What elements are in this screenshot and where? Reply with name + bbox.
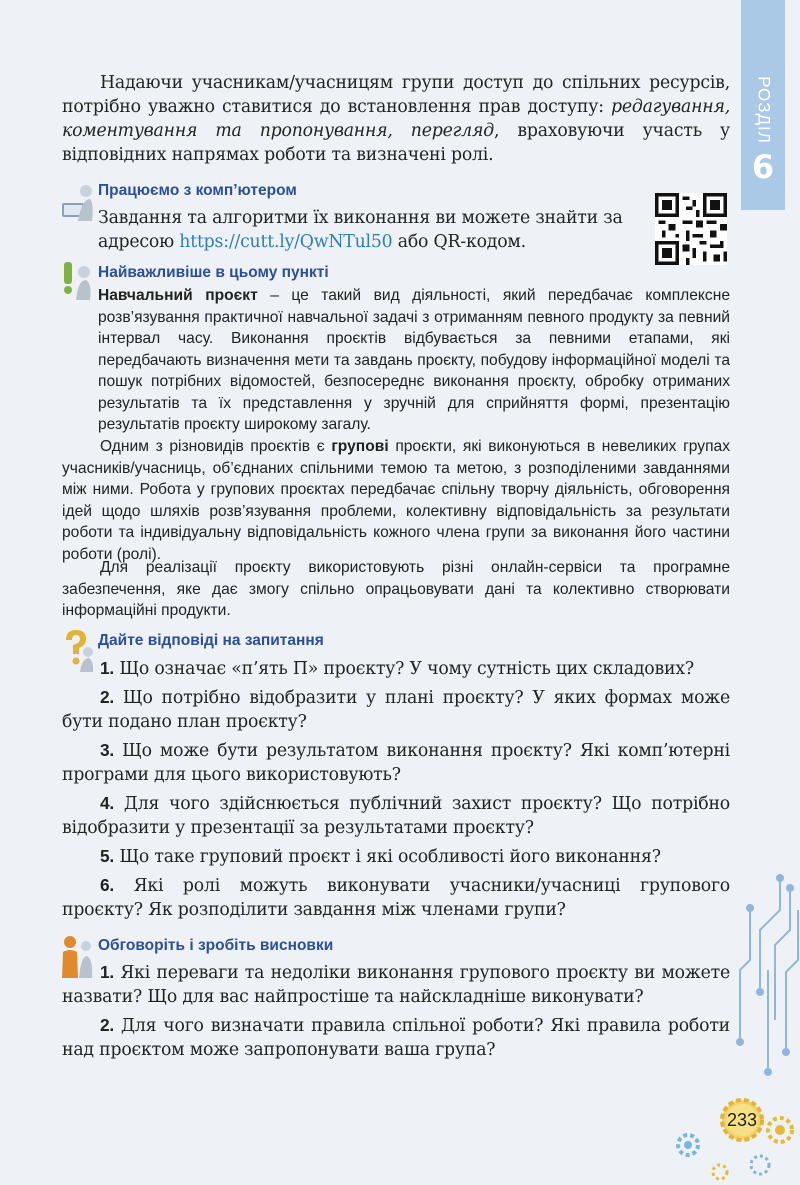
computer-user-icon [60,181,96,223]
summary-heading: Найважливіше в цьому пункті [98,264,329,281]
discuss-heading: Обговоріть і зробіть висновки [98,937,334,954]
question-item: 4. Для чого здійснюється публічний захист проєкту? Що потрібно відобразити у презентації за результатами проєкту? [62,793,730,838]
question-item: 1. Що означає «п’ять П» проєкту? У чому сутність цих складових? [100,658,694,679]
qr-code[interactable] [655,193,727,265]
discuss-item: 2. Для чого визначати правила спільної роботи? Які правила роботи над проєктом може запропонувати ваша група? [62,1015,731,1060]
question-item: 2. Що потрібно відобразити у плані проєкту? У яких формах може бути подано план проєкту? [62,687,730,732]
questions-list [62,656,730,922]
summary-paragraph-1: Навчальний проєкт – це такий вид діяльності, який передбачає комплексне розв’язування практичної навчальної задачі з отриманням певного продукту за певний інтервал часу. Виконання проєктів відбувається за певними етапами, які передбачають визначення мети та завдань проєкту, побудову інформаційної моделі та пошук потрібних відомостей, безпосереднє виконання проєкту, обробку отриманих результатів та їх представлення у зручній для сприйняття формі, презентацію результатів проєкту широкому загалу. [98,287,731,433]
summary-paragraph-3: Для реалізації проєкту використовують різні онлайн-сервіси та програмне забезпечення, яке дає змогу спільно опрацьовувати дані та колективно створювати інформаційні продукти. [62,559,730,619]
page-number: 233 [726,1110,758,1130]
summary-paragraph-2: Одним з різновидів проєктів є групові проєкти, які виконуються в невеликих групах учасників/учасниць, об’єднаних спільними темою та метою, з розподіленими завданнями між ними. Робота у групових проєктах передбачає спільну творчу діяльність, обговорення ідей щодо шляхів розв’язування проблеми, колективну відповідальність за результати роботи та індивідуальну відповідальність кожного члена групи за виконання його частини роботи (ролі). [62,438,730,563]
circuit-decoration [720,870,800,1110]
page-number-badge [716,1098,768,1142]
question-item: 6. Які ролі можуть виконувати учасники/учасниці групового проєкту? Як розподілити завдання між членами групи? [62,875,730,920]
svg-text:РОЗДІЛ: РОЗДІЛ [754,76,774,144]
section-number: 6 [751,148,775,186]
discuss-list [62,960,730,1062]
computer-text: Завдання та алгоритми їх виконання ви можете знайти за адресою https://cutt.ly/QwNTul50 або QR-кодом. [98,208,623,252]
discuss-item: 1. Які переваги та недоліки виконання групового проєкту ви можете назвати? Що для вас найпростіше та найскладніше виконувати? [62,962,730,1007]
computer-heading: Працюємо з комп’ютером [98,182,297,199]
task-link[interactable]: https://cutt.ly/QwNTul50 [179,232,393,252]
question-item: 5. Що таке груповий проєкт і які особливості його виконання? [100,846,661,867]
intro-paragraph: Надаючи учасникам/учасницям групи доступ до спільних ресурсів, потрібно уважно ставитися до встановлення прав доступу: редагування, коментування та пропонування, перегляд, враховуючи участь у відповідних напрямах роботи та визначені ролі. [62,73,730,165]
questions-heading: Дайте відповіді на запитання [98,632,324,649]
exclamation-icon [60,260,94,302]
question-item: 3. Що може бути результатом виконання проєкту? Які комп’ютерні програми для цього використовують? [62,740,730,785]
